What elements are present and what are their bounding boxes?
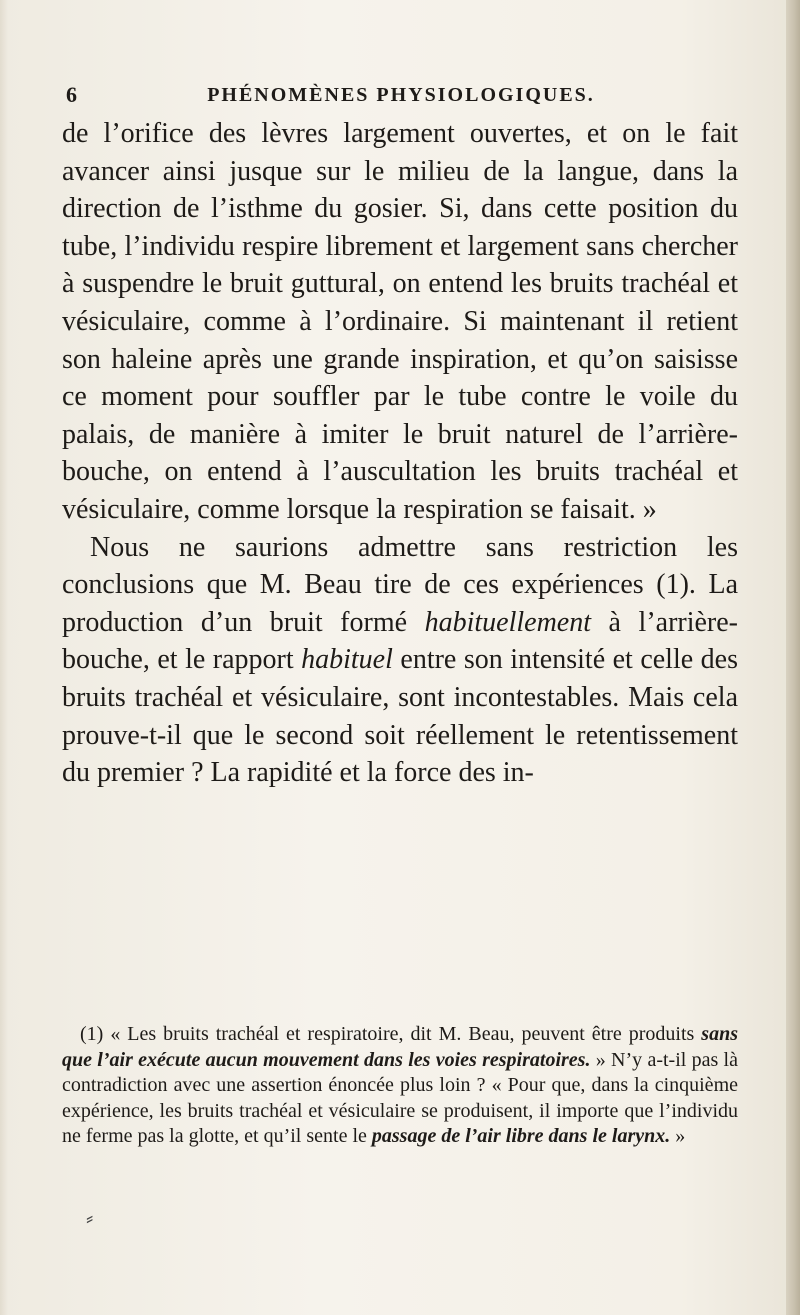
text-run: de l’orifice des lèvres largement ouvertes, et on le fait avancer ainsi jusque sur le milieu de la langue, dans la direction de l’isthme du gosier. Si, dans cette position du tube, l’individu respire librement et largement sans chercher à suspendre le bruit guttural, on entend les bruits trachéal et vésiculaire, comme à l’ordinaire. Si maintenant il retient son haleine après une grande inspiration, et qu’on saisisse ce moment pour souffler par le tube contre le voile du palais, de manière à imiter le bruit naturel de l’arrière-bouche, on entend à l’auscultation les bruits trachéal et vésiculaire, comme lorsque la respiration se faisait. » [62,118,738,525]
paragraph-continuation [62,115,738,529]
text-run: Nous ne saurions admettre sans restriction les conclusions que M. Beau tire de ces expériences (1). La production d’un bruit formé [62,531,738,638]
italic-text: passage de l’air libre dans le larynx. [371,1125,671,1147]
italic-text: habituel [301,644,393,676]
paragraph [62,529,738,792]
page-left-edge [0,0,8,1315]
italic-text: sans que l’air exécute aucun mouvement dans les voies respiratoires. [62,1023,738,1071]
text-run: (1) « Les bruits trachéal et respiratoire, dit M. Beau, peuvent être produits [80,1023,702,1045]
text-run: » N’y a-t-il pas là contradiction avec une assertion énoncée plus loin ? « Pour que, dans la cinquième expérience, les bruits trachéal et vésiculaire se produisent, il importe que l’individu ne ferme pas la glotte, et qu’il sente le [62,1048,738,1147]
text-run: à l’arrière-bouche, et le rapport [62,606,738,676]
italic-text: habituellement [424,606,591,638]
footnote [62,1022,738,1150]
text-run: entre son intensité et celle des bruits trachéal et vésiculaire, sont incontestables. Mais cela prouve-t-il que le second soit réellement le retentissement du premier ? La rapidité et la force des in- [62,644,738,789]
running-title: PHÉNOMÈNES PHYSIOLOGIQUES. [207,84,595,106]
page-header [66,82,736,112]
body-text [62,115,738,792]
page-number: 6 [66,82,77,107]
footnote-text [62,1022,738,1150]
page-binding-edge [786,0,800,1315]
ink-mark: ⸗ [86,1205,94,1230]
text-run: » [670,1125,686,1147]
